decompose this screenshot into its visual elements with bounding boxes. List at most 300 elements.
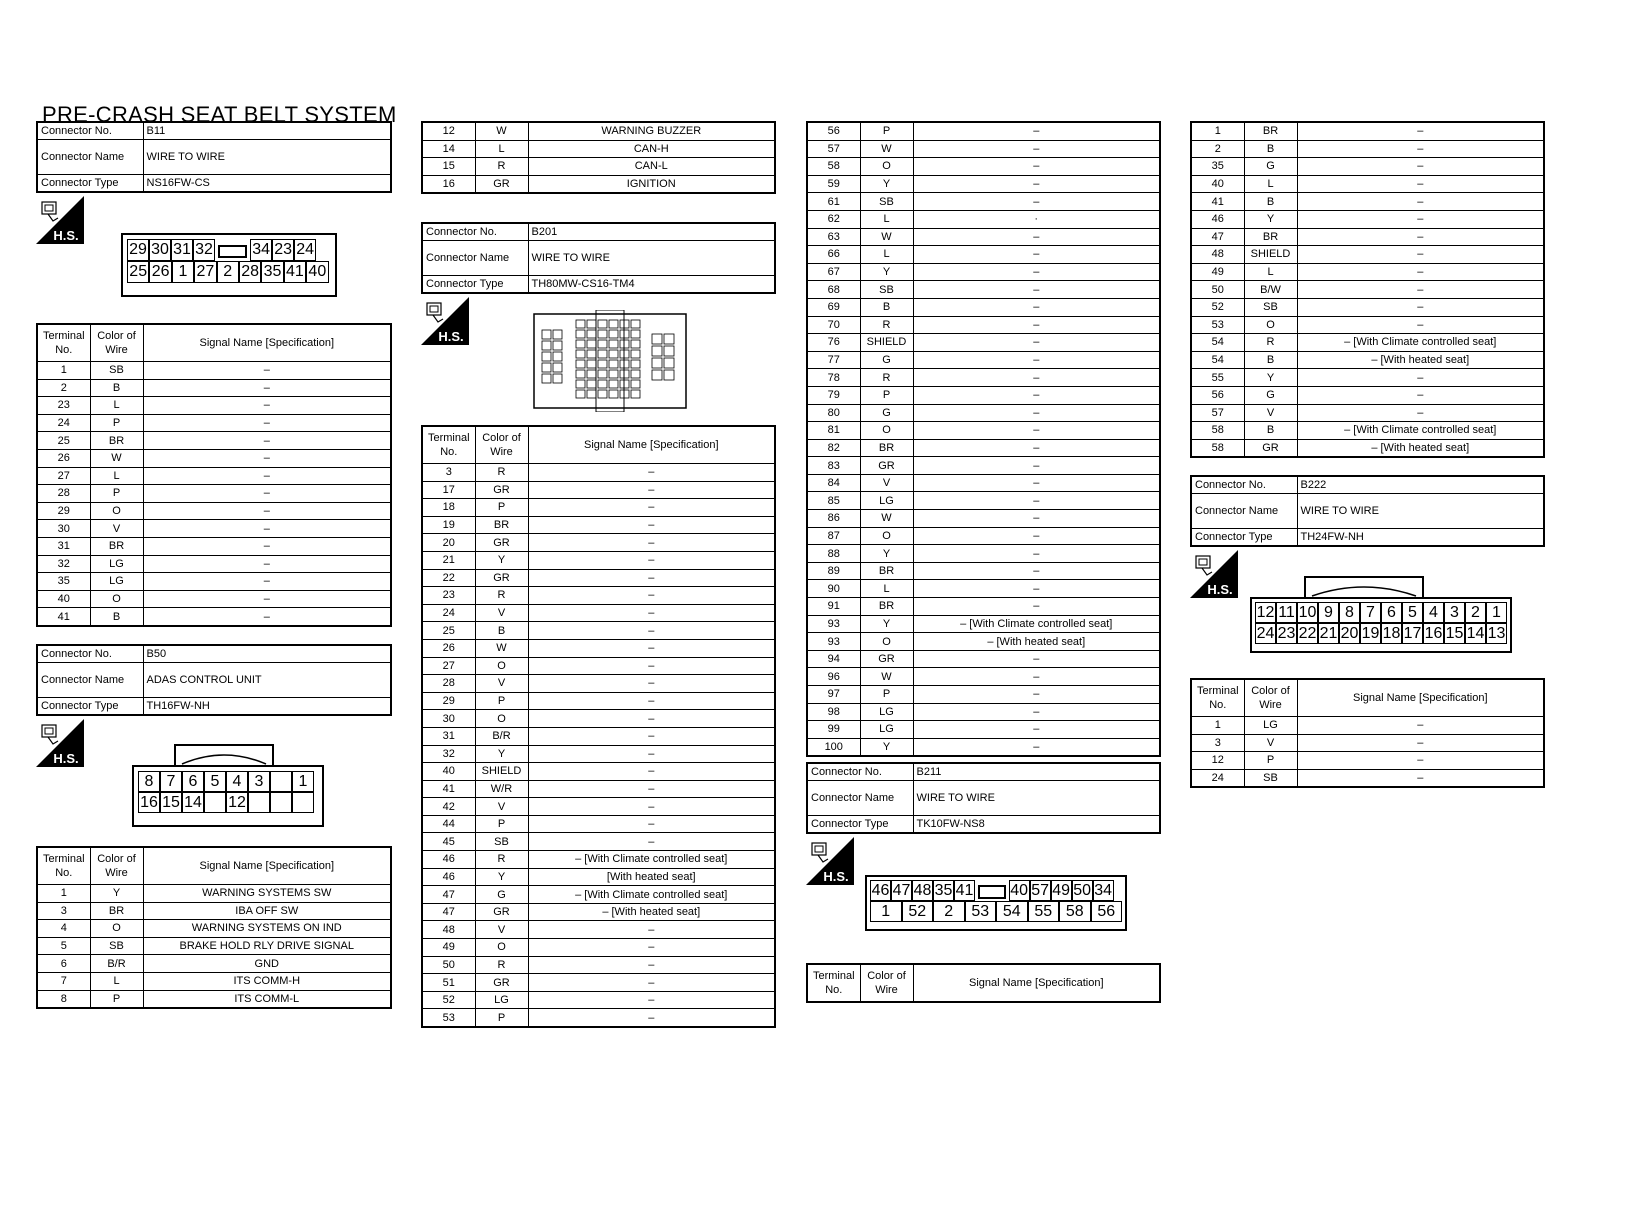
header-color-of-wire: Color of Wire [90,324,143,362]
terminal-no-cell: 30 [422,710,475,728]
connector-pin: 56 [1091,901,1123,922]
signal-name-cell: – [With heated seat] [528,903,775,921]
table-row [422,657,775,675]
signal-name-cell: – [528,939,775,957]
terminal-no-cell: 89 [807,562,860,580]
terminal-no-cell: 93 [807,633,860,651]
signal-name-cell: – [913,228,1160,246]
connector-pin: 14 [1466,625,1485,642]
signal-name-cell: – [528,974,775,992]
signal-name-cell: – [143,520,391,538]
table-row [807,439,1160,457]
terminal-no-cell: 91 [807,598,860,616]
connector-pin: 24 [294,239,316,261]
wire-color-cell: Y [1244,369,1297,387]
table-row [422,903,775,921]
signal-name-cell: – [1297,769,1544,787]
connector-pin: 2 [933,901,965,922]
pin-cavity [609,320,618,328]
table-row [1191,386,1544,404]
terminal-no-cell: 35 [1191,158,1244,176]
connector-key-slot [978,885,1006,898]
harness-side-icon [421,297,469,345]
wire-color-cell: LG [90,573,143,591]
wire-color-cell: P [1244,752,1297,770]
wire-color-cell: G [860,404,913,422]
table-row [37,920,391,938]
pin-cavity [631,350,640,358]
terminal-no-cell: 42 [422,798,475,816]
table-row [807,334,1160,352]
terminal-table-b11 [36,323,392,627]
connector-name-value: WIRE TO WIRE [913,781,1160,816]
signal-name-cell: – [528,798,775,816]
connector-pin [204,792,226,813]
signal-name-cell: BRAKE HOLD RLY DRIVE SIGNAL [143,937,391,955]
table-row [422,551,775,569]
signal-name-cell: – [1297,246,1544,264]
label-connector-name: Connector Name [422,241,528,276]
pin-cavity [587,360,596,368]
table-row [807,175,1160,193]
wire-color-cell: Y [860,175,913,193]
pin-cavity [652,346,662,356]
wire-color-cell: B/W [1244,281,1297,299]
connector-pin: 22 [1298,625,1317,642]
pin-cavity [553,363,562,372]
wire-color-cell: SHIELD [1244,246,1297,264]
wire-color-cell: P [860,122,913,140]
wire-color-cell: LG [860,492,913,510]
wire-color-cell: P [860,686,913,704]
connector-pin: 21 [1319,625,1338,642]
terminal-no-cell: 23 [422,587,475,605]
connector-type-value: TH80MW-CS16-TM4 [528,276,775,294]
pin-cavity [598,390,607,398]
harness-side-icon [36,196,84,244]
table-row [1191,158,1544,176]
connector-pin: 29 [127,239,149,261]
table-row [37,990,391,1008]
harness-side-icon [1190,550,1238,598]
wire-color-cell: Y [860,545,913,563]
connector-pin: 12 [226,792,248,813]
signal-name-cell: – [1297,386,1544,404]
wire-color-cell: W [860,510,913,528]
pin-cavity [664,358,674,368]
connector-pin: 40 [306,261,328,283]
wire-color-cell: O [90,590,143,608]
signal-name-cell: – [913,122,1160,140]
wire-color-cell: LG [475,991,528,1009]
wire-color-cell: V [1244,734,1297,752]
wire-color-cell: P [90,485,143,503]
table-row [807,474,1160,492]
signal-name-cell: – [913,369,1160,387]
pin-cavity [542,330,551,339]
connector-face-b222 [1250,597,1512,653]
table-row [1191,122,1544,140]
connector-pin: 4 [1423,602,1444,623]
connector-name-value: ADAS CONTROL UNIT [143,663,391,698]
wire-color-cell: GR [475,481,528,499]
terminal-no-cell: 2 [37,379,90,397]
signal-name-cell: – [913,686,1160,704]
wire-color-cell: B [1244,193,1297,211]
terminal-no-cell: 17 [422,481,475,499]
connector-pin: 50 [1073,882,1091,899]
signal-name-cell: – [1297,316,1544,334]
terminal-no-cell: 1 [37,362,90,380]
pin-cavity [542,374,551,383]
header-terminal-no: Terminal No. [37,324,90,362]
table-row [422,815,775,833]
signal-name-cell: – [143,590,391,608]
table-row [807,404,1160,422]
wire-color-cell: L [90,972,143,990]
terminal-no-cell: 56 [1191,386,1244,404]
connector-pin: 28 [239,261,261,283]
connector-pin: 1 [1486,602,1507,623]
terminal-no-cell: 21 [422,551,475,569]
signal-name-cell: CAN-L [528,158,775,176]
connector-pin: 26 [149,261,171,283]
signal-name-cell: – [913,580,1160,598]
terminal-no-cell: 44 [422,815,475,833]
connector-no-value: B11 [143,122,391,140]
connector-pin [270,771,292,792]
terminal-no-cell: 82 [807,439,860,457]
wire-color-cell: R [860,316,913,334]
terminal-no-cell: 6 [37,955,90,973]
harness-side-icon [806,837,854,885]
wire-color-cell: BR [1244,228,1297,246]
terminal-no-cell: 26 [37,449,90,467]
wire-color-cell: W/R [475,780,528,798]
table-row [807,615,1160,633]
connector-type-value: TH16FW-NH [143,698,391,716]
connector-pin: 17 [1403,625,1422,642]
table-row [1191,369,1544,387]
pin-cavity [609,340,618,348]
wire-color-cell: LG [860,703,913,721]
signal-name-cell: WARNING BUZZER [528,122,775,140]
terminal-table-b222 [1190,678,1545,788]
wire-color-cell: BR [90,432,143,450]
table-row [807,686,1160,704]
connector-pin [975,880,1009,901]
pin-cavity [576,380,585,388]
table-row [422,886,775,904]
wire-color-cell: L [90,397,143,415]
terminal-no-cell: 41 [37,608,90,626]
pin-cavity [576,390,585,398]
wire-color-cell: V [90,520,143,538]
connector-name-value: WIRE TO WIRE [143,140,391,175]
terminal-no-cell: 16 [422,175,475,193]
label-connector-type: Connector Type [37,698,143,716]
connector-pin: 31 [171,239,193,261]
connector-pin: 52 [902,901,934,922]
terminal-no-cell: 70 [807,316,860,334]
header-terminal-no: Terminal No. [1191,679,1244,717]
signal-name-cell: – [528,956,775,974]
signal-name-cell: – [913,334,1160,352]
terminal-no-cell: 19 [422,516,475,534]
terminal-no-cell: 46 [1191,210,1244,228]
signal-name-cell: – [1297,193,1544,211]
signal-name-cell: – [528,499,775,517]
table-row [807,122,1160,140]
wire-color-cell: SB [90,362,143,380]
signal-name-cell: – [913,140,1160,158]
terminal-no-cell: 66 [807,246,860,264]
table-row [1191,769,1544,787]
signal-name-cell: – [1297,263,1544,281]
terminal-no-cell: 67 [807,263,860,281]
signal-name-cell: – [913,404,1160,422]
terminal-no-cell: 18 [422,499,475,517]
wire-color-cell: R [860,369,913,387]
wire-color-cell: B [475,622,528,640]
connector-info-b201 [421,222,776,294]
terminal-no-cell: 90 [807,580,860,598]
pin-cavity [587,320,596,328]
terminal-no-cell: 98 [807,703,860,721]
signal-name-cell: – [1297,298,1544,316]
signal-name-cell: – [143,467,391,485]
terminal-no-cell: 23 [37,397,90,415]
pin-cavity [652,334,662,344]
pin-cavity [664,370,674,380]
signal-name-cell: – [913,386,1160,404]
signal-name-cell: – [143,555,391,573]
terminal-no-cell: 54 [1191,334,1244,352]
connector-pin: 35 [934,882,953,899]
terminal-no-cell: 29 [37,502,90,520]
signal-name-cell: – [913,721,1160,739]
wire-color-cell: B [90,608,143,626]
wire-color-cell: LG [90,555,143,573]
signal-name-cell: – [913,650,1160,668]
wire-color-cell: P [475,1009,528,1027]
signal-name-cell: – [143,397,391,415]
table-row [422,569,775,587]
pin-cavity [631,320,640,328]
pin-cavity [553,352,562,361]
connector-pin: 4 [226,771,248,792]
wire-color-cell: L [1244,175,1297,193]
connector-info-b211 [806,762,1161,834]
connector-lock-tab [1304,576,1424,598]
header-signal-name: Signal Name [Specification] [528,426,775,464]
terminal-no-cell: 3 [1191,734,1244,752]
wire-color-cell: B/R [475,727,528,745]
pin-cavity [631,360,640,368]
terminal-no-cell: 32 [37,555,90,573]
wire-color-cell: SB [860,193,913,211]
signal-name-cell: – [143,379,391,397]
terminal-no-cell: 51 [422,974,475,992]
terminal-table-b211-continued [1190,121,1545,458]
signal-name-cell: – [913,193,1160,211]
wire-color-cell: W [475,639,528,657]
pin-cavity [553,330,562,339]
wire-color-cell: O [1244,316,1297,334]
connector-type-value: TK10FW-NS8 [913,816,1160,834]
table-row [422,622,775,640]
terminal-table-b201-continued [806,121,1161,757]
connector-name-value: WIRE TO WIRE [1297,494,1544,529]
pin-cavity [609,330,618,338]
table-row [422,939,775,957]
terminal-no-cell: 94 [807,650,860,668]
table-row [37,972,391,990]
connector-pin: 57 [1031,882,1049,899]
wire-color-cell: Y [475,868,528,886]
pin-cavity [598,360,607,368]
connector-pin: 10 [1298,604,1317,621]
table-row [37,608,391,626]
table-row [37,885,391,903]
connector-pin: 8 [1339,602,1360,623]
hs-label: H.S. [1207,582,1233,597]
wire-color-cell: SHIELD [475,763,528,781]
connector-pin: 15 [160,792,182,813]
connector-pin: 12 [1256,604,1275,621]
table-row [1191,422,1544,440]
terminal-no-cell: 77 [807,351,860,369]
table-row [807,210,1160,228]
terminal-no-cell: 53 [422,1009,475,1027]
wire-color-cell: P [90,990,143,1008]
harness-side-icon [36,719,84,767]
wire-color-cell: O [475,657,528,675]
wire-color-cell: G [1244,386,1297,404]
terminal-no-cell: 7 [37,972,90,990]
pin-cavity [598,330,607,338]
terminal-no-cell: 99 [807,721,860,739]
connector-pin: 40 [1010,882,1028,899]
signal-name-cell: CAN-H [528,140,775,158]
connector-pin: 49 [1052,882,1070,899]
signal-name-cell: – [1297,140,1544,158]
signal-name-cell: – [1297,752,1544,770]
signal-name-cell: WARNING SYSTEMS SW [143,885,391,903]
pin-cavity [576,340,585,348]
terminal-no-cell: 28 [37,485,90,503]
table-row [1191,246,1544,264]
wire-color-cell: Y [860,615,913,633]
pin-cavity [542,363,551,372]
signal-name-cell: – [913,545,1160,563]
wire-color-cell: BR [1244,122,1297,140]
wire-color-cell: Y [475,745,528,763]
signal-name-cell: – [913,738,1160,756]
pin-cavity [598,380,607,388]
pin-cavity [664,346,674,356]
wire-color-cell: W [475,122,528,140]
signal-name-cell: – [913,263,1160,281]
connector-pin [248,792,270,813]
table-row [422,481,775,499]
wire-color-cell: B [860,298,913,316]
table-row [807,369,1160,387]
terminal-no-cell: 4 [37,920,90,938]
wire-color-cell: R [475,956,528,974]
table-row [37,955,391,973]
wire-color-cell: L [1244,263,1297,281]
connector-pin: 27 [194,261,216,283]
hs-label: H.S. [438,329,464,344]
wire-color-cell: BR [90,537,143,555]
table-row [807,246,1160,264]
terminal-no-cell: 87 [807,527,860,545]
signal-name-cell: – [528,481,775,499]
wire-color-cell: Y [860,738,913,756]
terminal-no-cell: 96 [807,668,860,686]
signal-name-cell: – [1297,228,1544,246]
table-row [807,562,1160,580]
pin-cavity [587,380,596,388]
connector-pin: 16 [1424,625,1443,642]
connector-pin: 24 [1256,625,1275,642]
pin-cavity [576,330,585,338]
table-row [422,710,775,728]
signal-name-cell: – [With Climate controlled seat] [1297,334,1544,352]
signal-name-cell: – [143,573,391,591]
signal-name-cell: – [913,474,1160,492]
connector-no-value: B50 [143,645,391,663]
signal-name-cell: – [528,833,775,851]
wire-color-cell: V [475,798,528,816]
signal-name-cell: – [913,668,1160,686]
wire-color-cell: V [475,604,528,622]
terminal-no-cell: 62 [807,210,860,228]
terminal-no-cell: 24 [37,414,90,432]
pin-cavity [542,341,551,350]
wire-color-cell: W [860,140,913,158]
terminal-no-cell: 25 [422,622,475,640]
table-row [422,639,775,657]
signal-name-cell: – [1297,281,1544,299]
terminal-no-cell: 88 [807,545,860,563]
signal-name-cell: – [528,921,775,939]
table-row [1191,717,1544,735]
connector-pin: 6 [1381,602,1402,623]
table-row [807,527,1160,545]
wire-color-cell: GR [1244,439,1297,457]
table-row [1191,298,1544,316]
wire-color-cell: B [1244,422,1297,440]
table-row [1191,734,1544,752]
signal-name-cell: – [913,703,1160,721]
connector-pin [292,792,314,813]
wire-color-cell: R [475,158,528,176]
signal-name-cell: – [528,604,775,622]
table-row [37,432,391,450]
signal-name-cell: – [913,246,1160,264]
wire-color-cell: GR [475,534,528,552]
wire-color-cell: Y [860,263,913,281]
table-row [807,545,1160,563]
terminal-no-cell: 80 [807,404,860,422]
wire-color-cell: GR [475,175,528,193]
signal-name-cell: – [913,281,1160,299]
connector-pin: 18 [1382,625,1401,642]
table-row [807,263,1160,281]
wire-color-cell: SHIELD [860,334,913,352]
